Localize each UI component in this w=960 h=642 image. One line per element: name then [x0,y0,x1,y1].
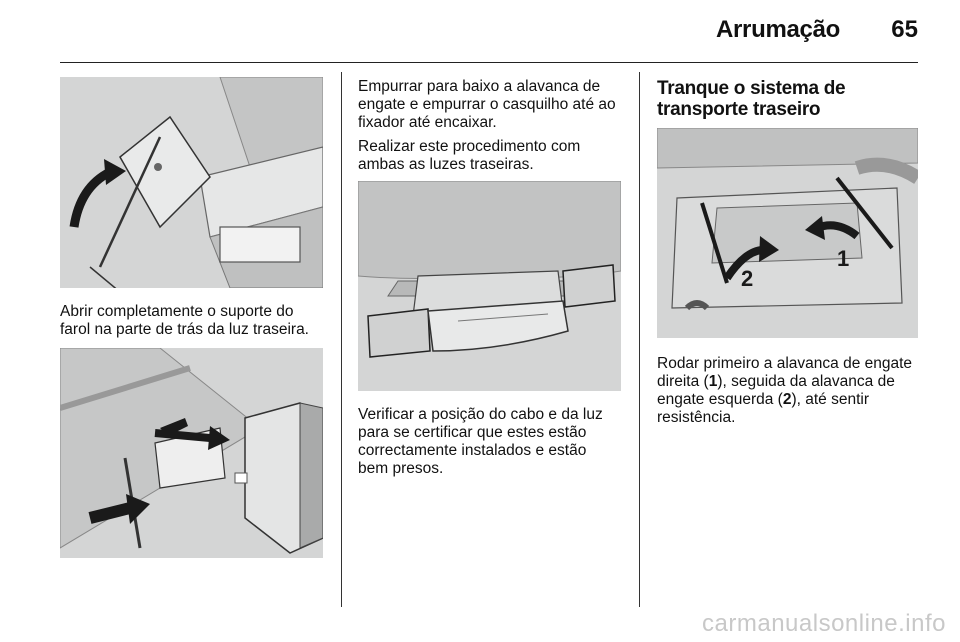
section-title-line2: transporte traseiro [657,99,821,120]
header-divider [60,62,918,63]
text-rotate-levers-line4: resistência. [657,409,736,426]
text-push-lever-line2: engate e empurrar o casquilho até ao [358,96,616,113]
text-repeat-procedure-line1: Realizar este procedimento com [358,138,581,155]
text-check-cable-line2: para se certificar que estes estão [358,424,587,441]
caption-open-holder-line2: farol na parte de trás da luz traseira. [60,321,309,338]
figure-label-2: 2 [741,266,754,291]
page-number: 65 [891,16,918,43]
section-title-lock-carrier [657,78,845,120]
text-rotate-levers-num1: 1 [708,373,718,390]
figure-rear-carrier-lights [358,181,621,391]
text-rotate-levers-line2-pre: direita ( [657,373,709,390]
text-push-lever-line1: Empurrar para baixo a alavanca de [358,78,601,95]
figure-headlight-holder-open-illustration [60,77,323,288]
text-check-cable [358,406,603,478]
text-rotate-levers-line3-pre: engate esquerda ( [657,391,783,408]
page-header-title: Arrumação [715,16,840,43]
figure-lever-and-socket [60,348,323,558]
text-check-cable-line1: Verificar a posição do cabo e da luz [358,406,603,423]
text-rotate-levers-line1: Rodar primeiro a alavanca de engate [657,355,913,372]
text-check-cable-line3: correctamente instalados e estão [358,442,587,459]
column-divider-1 [341,72,342,607]
figure-label-1: 1 [837,246,850,271]
text-rotate-levers-line3-post: ), até sentir [791,391,869,408]
text-rotate-levers [657,355,912,427]
text-rotate-levers-line2-post: ), seguida da alavanca de [717,373,895,390]
caption-open-holder [60,303,309,339]
section-title-line1: Tranque o sistema de [657,78,846,99]
figure-headlight-holder-open [60,77,323,288]
figure-lock-levers [657,128,918,338]
figure-rear-carrier-lights-illustration [358,181,621,391]
text-push-lever-line3: fixador até encaixar. [358,114,497,131]
text-check-cable-line4: bem presos. [358,460,444,477]
text-push-lever [358,78,616,132]
text-rotate-levers-num2: 2 [782,391,792,408]
text-repeat-procedure [358,138,580,174]
watermark: carmanualsonline.info [702,610,946,637]
figure-lever-and-socket-illustration [60,348,323,558]
text-repeat-procedure-line2: ambas as luzes traseiras. [358,156,534,173]
caption-open-holder-line1: Abrir completamente o suporte do [60,303,294,320]
figure-lock-levers-illustration [657,128,918,338]
column-divider-2 [639,72,640,607]
